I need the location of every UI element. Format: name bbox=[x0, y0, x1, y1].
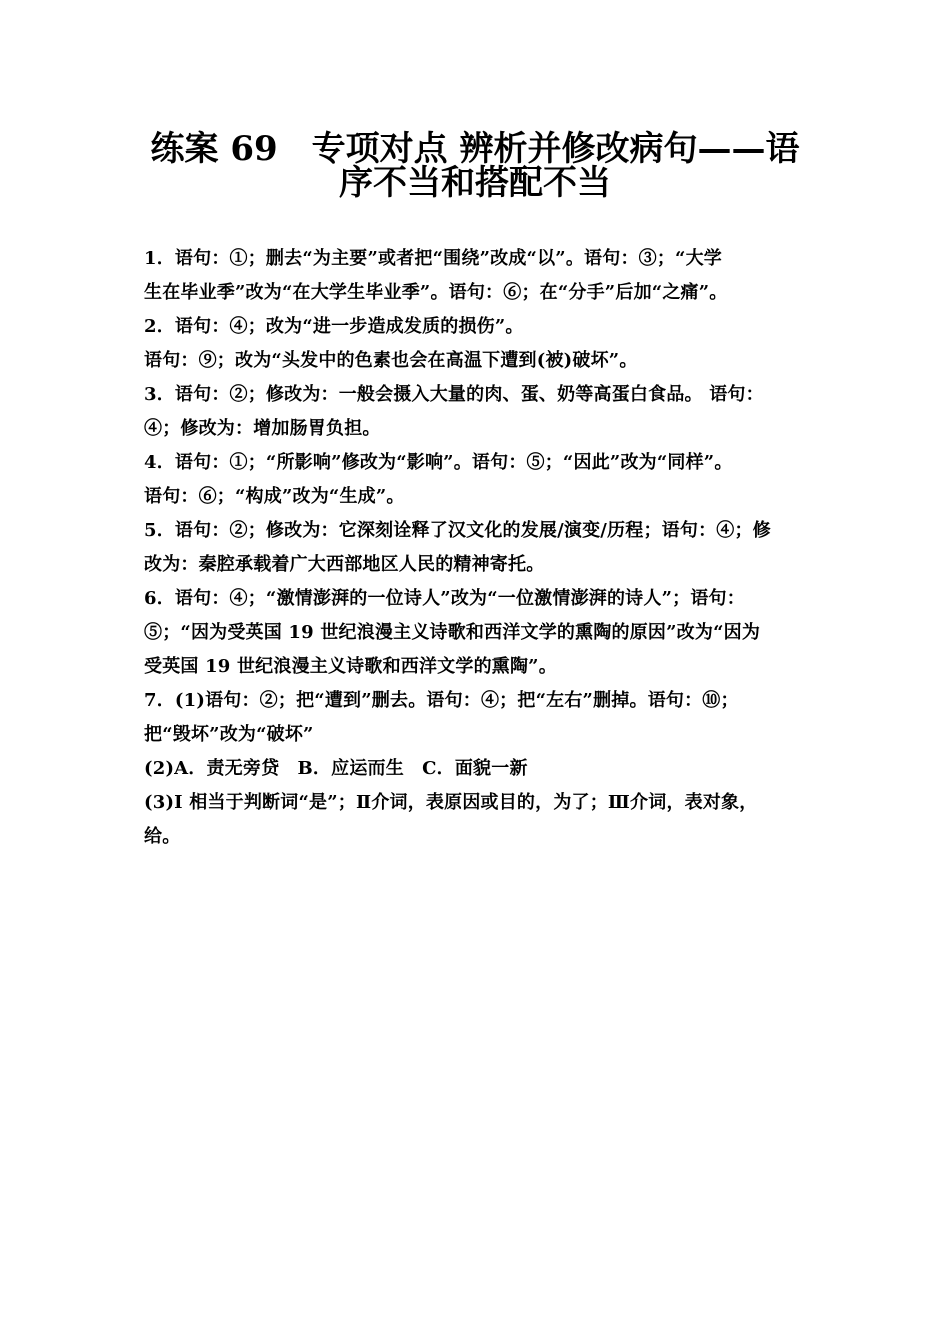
document-title bbox=[120, 118, 830, 203]
text-line: 语句：⑨；改为“头发中的色素也会在高温下遭到(被)破坏”。 bbox=[144, 350, 638, 371]
text-line: 5．语句：②；修改为：它深刻诠释了汉文化的发展/演变/历程；语句：④；修 bbox=[144, 520, 771, 541]
text-line: ④；修改为：增加肠胃负担。 bbox=[144, 418, 381, 439]
title-line-1: 练案 69 专项对点 辨析并修改病句——语 bbox=[150, 129, 800, 169]
text-line: 3．语句：②；修改为：一般会摄入大量的肉、蛋、奶等高蛋白食品。 语句： bbox=[144, 384, 764, 405]
text-line: 语句：⑥；“构成”改为“生成”。 bbox=[144, 486, 405, 507]
text-line: 生在毕业季”改为“在大学生毕业季”。语句：⑥；在“分手”后加“之痛”。 bbox=[144, 282, 728, 303]
text-line: 2．语句：④；改为“进一步造成发质的损伤”。 bbox=[144, 316, 524, 337]
text-line: 7．(1)语句：②；把“遭到”删去。语句：④；把“左右”删掉。语句：⑩； bbox=[144, 690, 739, 711]
title-line-2: 序不当和搭配不当 bbox=[339, 163, 611, 203]
text-line: 给。 bbox=[144, 826, 181, 847]
text-line: (3)Ⅰ 相当于判断词“是”；Ⅱ介词，表原因或目的，为了；Ⅲ介词，表对象， bbox=[144, 792, 758, 813]
text-line: 4．语句：①；“所影响”修改为“影响”。语句：⑤；“因此”改为“同样”。 bbox=[144, 452, 733, 473]
text-line: (2)A．责无旁贷 B．应运而生 C．面貌一新 bbox=[144, 758, 528, 779]
answer-content bbox=[144, 242, 824, 854]
text-line: 1．语句：①；删去“为主要”或者把“围绕”改成“以”。语句：③；“大学 bbox=[144, 248, 722, 269]
text-line: 改为：秦腔承载着广大西部地区人民的精神寄托。 bbox=[144, 554, 545, 575]
text-line: ⑤；“因为受英国 19 世纪浪漫主义诗歌和西洋文学的熏陶的原因”改为“因为 bbox=[144, 622, 761, 643]
text-line: 受英国 19 世纪浪漫主义诗歌和西洋文学的熏陶”。 bbox=[144, 656, 557, 677]
text-line: 6．语句：④；“激情澎湃的一位诗人”改为“一位激情澎湃的诗人”；语句： bbox=[144, 588, 745, 609]
text-line: 把“毁坏”改为“破坏” bbox=[144, 724, 314, 745]
